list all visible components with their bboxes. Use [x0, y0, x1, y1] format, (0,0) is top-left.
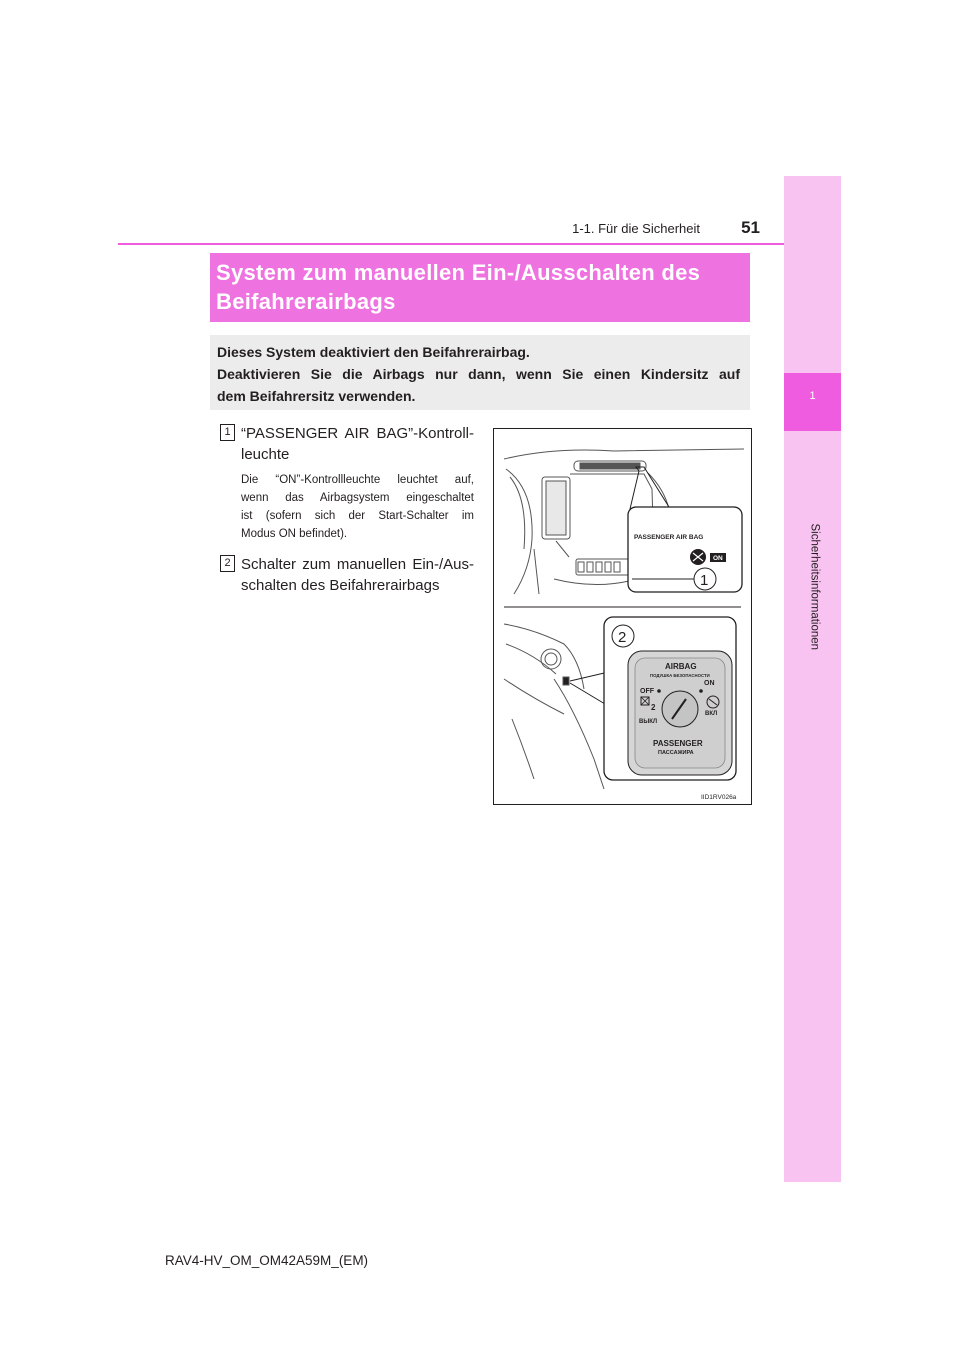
dashboard-illustration [493, 428, 752, 805]
title-line-1: System zum manuellen Ein-/Ausschalten des [216, 260, 701, 285]
item-2-title-line-2: schalten des Beifahrerairbags [241, 577, 440, 594]
document-code: RAV4-HV_OM_OM42A59M_(EM) [165, 1253, 369, 1268]
intro-line-3: dem Beifahrersitz verwenden. [217, 388, 416, 404]
indicator-label: PASSENGER AIR BAG [634, 534, 704, 541]
switch-top-label: AIRBAG [665, 662, 697, 671]
chapter-number: 1 [809, 390, 816, 402]
page-title [216, 258, 742, 316]
airbag-off-icon [690, 549, 706, 565]
item-desc-1 [241, 471, 474, 543]
item-1-title-line-2: leuchte [241, 446, 290, 463]
door-panel-sketch [504, 624, 604, 789]
item-1-desc-line-1: Die “ON”-Kontrollleuchte leuchtet auf, [241, 474, 474, 486]
switch-on-label: ON [704, 680, 715, 687]
item-1-desc-line-4: Modus ON befindet). [241, 528, 348, 540]
item-1-desc-line-3: ist (sofern sich der Start-Schalter im [241, 510, 474, 522]
intro-text [217, 341, 740, 407]
switch-2-label: 2 [651, 703, 656, 712]
item-title-1 [241, 423, 474, 465]
intro-line-1: Dieses System deaktiviert den Beifahrerairbag. [217, 344, 530, 360]
switch-bottom-ru-label: ПАССАЖИРА [658, 750, 694, 756]
item-1-title-line-1: “PASSENGER AIR BAG”-Kontroll- [241, 425, 474, 442]
chapter-label: Sicherheitsinformationen [808, 523, 821, 651]
item-2-title-line-1: Schalter zum manuellen Ein-/Aus- [241, 556, 474, 573]
callout-1-text: 1 [700, 572, 709, 589]
item-1-desc-line-2: wenn das Airbagsystem eingeschaltet [241, 492, 474, 504]
chapter-side-tab [784, 176, 841, 1182]
section-heading: 1-1. Für die Sicherheit [572, 221, 700, 236]
indicator-on-text: ON [713, 555, 723, 562]
switch-top-ru-label: ПОДУШКА БЕЗОПАСНОСТИ [650, 673, 710, 678]
item-title-2 [241, 554, 474, 596]
switch-off-label: OFF [640, 688, 654, 695]
chapter-active-marker [784, 373, 841, 431]
switch-on-ru-label: ВКЛ [705, 711, 718, 717]
item-number-1: 1 [220, 424, 235, 441]
item-number-2: 2 [220, 555, 235, 572]
intro-line-2: Deaktivieren Sie die Airbags nur dann, wenn Sie einen Kindersitz auf [217, 366, 740, 382]
figure-code: IID1RV026a [701, 794, 737, 801]
title-line-2: Beifahrerairbags [216, 289, 396, 314]
header-rule [118, 243, 784, 245]
callout-2-text: 2 [618, 629, 627, 646]
indicator-leader [630, 467, 669, 509]
page-number: 51 [741, 218, 760, 237]
switch-bottom-label: PASSENGER [653, 739, 703, 748]
switch-off-ru-label: ВЫКЛ [639, 719, 658, 725]
